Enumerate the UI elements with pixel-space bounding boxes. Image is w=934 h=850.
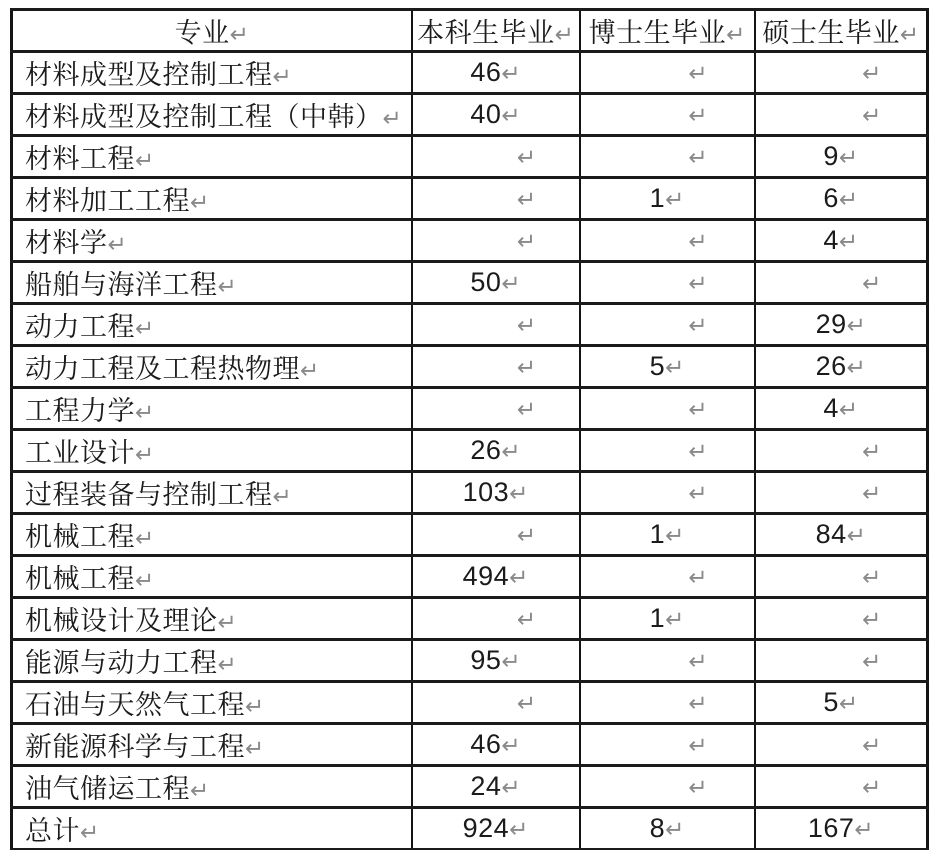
paragraph-mark-icon: ↵ — [665, 355, 685, 381]
undergrad-count-cell[interactable] — [412, 724, 580, 766]
table-body — [12, 52, 928, 850]
undergrad-count-cell[interactable] — [412, 808, 580, 850]
paragraph-mark-icon: ↵ — [665, 523, 685, 549]
paragraph-mark-icon: ↵ — [509, 565, 529, 591]
major-label: 总计 — [25, 816, 80, 846]
masters-count-cell[interactable] — [755, 430, 928, 472]
masters-count-cell[interactable] — [755, 808, 928, 850]
table-row — [12, 136, 928, 178]
paragraph-mark-icon: ↵ — [516, 397, 537, 423]
phd-count-cell[interactable] — [580, 52, 755, 94]
table-row — [12, 94, 928, 136]
undergrad-count-cell[interactable] — [412, 472, 580, 514]
major-cell[interactable] — [12, 430, 412, 472]
major-cell[interactable] — [12, 640, 412, 682]
count-value: 494 — [462, 561, 510, 591]
table-row — [12, 304, 928, 346]
paragraph-mark-icon: ↵ — [516, 187, 537, 213]
table-row — [12, 556, 928, 598]
paragraph-mark-icon: ↵ — [838, 145, 859, 171]
paragraph-mark-icon: ↵ — [516, 145, 537, 171]
undergrad-count-cell[interactable] — [412, 304, 580, 346]
paragraph-mark-icon: ↵ — [516, 355, 537, 381]
undergrad-count-cell[interactable] — [412, 514, 580, 556]
paragraph-mark-icon: ↵ — [245, 736, 265, 762]
count-value: 24 — [470, 771, 502, 801]
major-label: 机械工程 — [25, 522, 135, 552]
major-cell[interactable] — [12, 220, 412, 262]
major-label: 材料工程 — [25, 144, 135, 174]
column-header-masters[interactable] — [755, 10, 928, 52]
count-value: 26 — [470, 435, 502, 465]
major-cell[interactable] — [12, 136, 412, 178]
phd-count-cell[interactable] — [580, 346, 755, 388]
undergrad-count-cell[interactable] — [412, 178, 580, 220]
phd-count-cell[interactable] — [580, 598, 755, 640]
major-label: 材料加工工程 — [25, 186, 190, 216]
paragraph-mark-icon: ↵ — [688, 145, 708, 171]
paragraph-mark-icon: ↵ — [501, 775, 521, 801]
table-row — [12, 682, 928, 724]
paragraph-mark-icon: ↵ — [135, 526, 155, 552]
paragraph-mark-icon: ↵ — [501, 649, 521, 675]
paragraph-mark-icon: ↵ — [862, 61, 882, 87]
paragraph-mark-icon: ↵ — [726, 22, 746, 48]
paragraph-mark-icon: ↵ — [509, 481, 529, 507]
major-cell[interactable] — [12, 682, 412, 724]
phd-count-cell[interactable] — [580, 430, 755, 472]
major-label: 油气储运工程 — [25, 774, 190, 804]
paragraph-mark-icon: ↵ — [838, 187, 859, 213]
count-value: 9 — [823, 141, 839, 171]
table-row — [12, 514, 928, 556]
table-row — [12, 430, 928, 472]
paragraph-mark-icon: ↵ — [501, 271, 521, 297]
major-cell[interactable] — [12, 178, 412, 220]
masters-count-cell[interactable] — [755, 262, 928, 304]
paragraph-mark-icon: ↵ — [217, 652, 237, 678]
count-value: 1 — [649, 519, 666, 549]
masters-count-cell[interactable] — [755, 598, 928, 640]
paragraph-mark-icon: ↵ — [245, 694, 265, 720]
paragraph-mark-icon: ↵ — [665, 187, 685, 213]
phd-count-cell[interactable] — [580, 220, 755, 262]
paragraph-mark-icon: ↵ — [688, 229, 708, 255]
paragraph-mark-icon: ↵ — [554, 22, 574, 48]
column-header-label: 本科生毕业 — [417, 18, 555, 48]
count-value: 1 — [649, 603, 666, 633]
phd-count-cell[interactable] — [580, 388, 755, 430]
masters-count-cell[interactable] — [755, 304, 928, 346]
masters-count-cell[interactable] — [755, 640, 928, 682]
paragraph-mark-icon: ↵ — [688, 397, 708, 423]
count-value: 26 — [815, 351, 847, 381]
count-value: 924 — [462, 813, 510, 843]
paragraph-mark-icon: ↵ — [846, 355, 866, 381]
masters-count-cell[interactable] — [755, 94, 928, 136]
masters-count-cell[interactable] — [755, 766, 928, 808]
phd-count-cell[interactable] — [580, 514, 755, 556]
paragraph-mark-icon: ↵ — [135, 442, 155, 468]
column-header-phd[interactable] — [580, 10, 755, 52]
paragraph-mark-icon: ↵ — [862, 775, 882, 801]
undergrad-count-cell[interactable] — [412, 556, 580, 598]
count-value: 103 — [462, 477, 510, 507]
major-cell[interactable] — [12, 52, 412, 94]
count-value: 5 — [823, 687, 839, 717]
paragraph-mark-icon: ↵ — [688, 61, 708, 87]
major-cell[interactable] — [12, 724, 412, 766]
count-value: 46 — [470, 729, 502, 759]
column-header-label: 专业 — [174, 18, 230, 48]
paragraph-mark-icon: ↵ — [665, 607, 685, 633]
undergrad-count-cell[interactable] — [412, 262, 580, 304]
paragraph-mark-icon: ↵ — [688, 271, 708, 297]
major-label: 机械设计及理论 — [25, 606, 218, 636]
undergrad-count-cell[interactable] — [412, 52, 580, 94]
masters-count-cell[interactable] — [755, 388, 928, 430]
paragraph-mark-icon: ↵ — [688, 439, 708, 465]
count-value: 50 — [470, 267, 502, 297]
table-row — [12, 472, 928, 514]
paragraph-mark-icon: ↵ — [688, 733, 708, 759]
paragraph-mark-icon: ↵ — [688, 691, 708, 717]
major-cell[interactable] — [12, 556, 412, 598]
undergrad-count-cell[interactable] — [412, 766, 580, 808]
column-header-label: 博士生毕业 — [588, 18, 727, 48]
paragraph-mark-icon: ↵ — [501, 439, 521, 465]
major-label: 动力工程及工程热物理 — [25, 354, 300, 384]
paragraph-mark-icon: ↵ — [382, 106, 402, 132]
paragraph-mark-icon: ↵ — [217, 274, 237, 300]
table-row — [12, 640, 928, 682]
major-label: 能源与动力工程 — [25, 648, 218, 678]
table-row — [12, 52, 928, 94]
count-value: 29 — [815, 309, 847, 339]
header-row — [12, 10, 928, 52]
paragraph-mark-icon: ↵ — [862, 439, 882, 465]
paragraph-mark-icon: ↵ — [899, 22, 920, 48]
table-row — [12, 808, 928, 850]
table-row — [12, 220, 928, 262]
paragraph-mark-icon: ↵ — [688, 775, 708, 801]
column-header-label: 硕士生毕业 — [762, 18, 900, 48]
paragraph-mark-icon: ↵ — [838, 397, 859, 423]
major-label: 材料成型及控制工程（中韩） — [25, 102, 383, 132]
undergrad-count-cell[interactable] — [412, 388, 580, 430]
count-value: 5 — [649, 351, 666, 381]
paragraph-mark-icon: ↵ — [862, 607, 882, 633]
graduates-table — [10, 8, 929, 850]
paragraph-mark-icon: ↵ — [862, 103, 882, 129]
major-cell[interactable] — [12, 346, 412, 388]
phd-count-cell[interactable] — [580, 556, 755, 598]
major-label: 过程装备与控制工程 — [25, 480, 273, 510]
phd-count-cell[interactable] — [580, 304, 755, 346]
masters-count-cell[interactable] — [755, 136, 928, 178]
paragraph-mark-icon: ↵ — [854, 817, 874, 843]
major-label: 材料学 — [25, 228, 108, 258]
paragraph-mark-icon: ↵ — [665, 817, 685, 843]
paragraph-mark-icon: ↵ — [135, 400, 155, 426]
major-label: 材料成型及控制工程 — [25, 60, 273, 90]
table-row — [12, 724, 928, 766]
count-value: 167 — [807, 813, 855, 843]
paragraph-mark-icon: ↵ — [135, 148, 155, 174]
major-label: 新能源科学与工程 — [25, 732, 245, 762]
phd-count-cell[interactable] — [580, 808, 755, 850]
phd-count-cell[interactable] — [580, 94, 755, 136]
masters-count-cell[interactable] — [755, 220, 928, 262]
table-header — [12, 10, 928, 52]
paragraph-mark-icon: ↵ — [509, 817, 529, 843]
paragraph-mark-icon: ↵ — [272, 64, 292, 90]
major-cell[interactable] — [12, 304, 412, 346]
paragraph-mark-icon: ↵ — [516, 229, 537, 255]
paragraph-mark-icon: ↵ — [516, 607, 537, 633]
phd-count-cell[interactable] — [580, 472, 755, 514]
major-cell[interactable] — [12, 472, 412, 514]
masters-count-cell[interactable] — [755, 724, 928, 766]
count-value: 95 — [470, 645, 502, 675]
paragraph-mark-icon: ↵ — [846, 523, 866, 549]
count-value: 4 — [823, 225, 839, 255]
paragraph-mark-icon: ↵ — [272, 484, 292, 510]
masters-count-cell[interactable] — [755, 472, 928, 514]
paragraph-mark-icon: ↵ — [190, 778, 210, 804]
count-value: 1 — [649, 183, 666, 213]
paragraph-mark-icon: ↵ — [190, 190, 210, 216]
paragraph-mark-icon: ↵ — [516, 313, 537, 339]
column-header-major[interactable] — [12, 10, 412, 52]
major-cell[interactable] — [12, 94, 412, 136]
paragraph-mark-icon: ↵ — [135, 568, 155, 594]
paragraph-mark-icon: ↵ — [229, 22, 249, 48]
phd-count-cell[interactable] — [580, 766, 755, 808]
paragraph-mark-icon: ↵ — [846, 313, 866, 339]
major-cell[interactable] — [12, 766, 412, 808]
table-row — [12, 262, 928, 304]
paragraph-mark-icon: ↵ — [300, 358, 320, 384]
paragraph-mark-icon: ↵ — [107, 232, 127, 258]
major-cell[interactable] — [12, 262, 412, 304]
masters-count-cell[interactable] — [755, 682, 928, 724]
paragraph-mark-icon: ↵ — [862, 733, 882, 759]
undergrad-count-cell[interactable] — [412, 640, 580, 682]
paragraph-mark-icon: ↵ — [501, 733, 521, 759]
column-header-undergrad[interactable] — [412, 10, 580, 52]
count-value: 8 — [649, 813, 666, 843]
major-label: 机械工程 — [25, 564, 135, 594]
major-label: 工程力学 — [25, 396, 135, 426]
paragraph-mark-icon: ↵ — [516, 691, 537, 717]
major-label: 动力工程 — [25, 312, 135, 342]
paragraph-mark-icon: ↵ — [135, 316, 155, 342]
table-row — [12, 598, 928, 640]
phd-count-cell[interactable] — [580, 640, 755, 682]
major-cell[interactable] — [12, 514, 412, 556]
phd-count-cell[interactable] — [580, 178, 755, 220]
paragraph-mark-icon: ↵ — [516, 523, 537, 549]
count-value: 6 — [823, 183, 839, 213]
phd-count-cell[interactable] — [580, 724, 755, 766]
undergrad-count-cell[interactable] — [412, 430, 580, 472]
paragraph-mark-icon: ↵ — [688, 649, 708, 675]
paragraph-mark-icon: ↵ — [688, 313, 708, 339]
count-value: 40 — [470, 99, 502, 129]
undergrad-count-cell[interactable] — [412, 136, 580, 178]
paragraph-mark-icon: ↵ — [862, 565, 882, 591]
undergrad-count-cell[interactable] — [412, 346, 580, 388]
paragraph-mark-icon: ↵ — [862, 271, 882, 297]
count-value: 46 — [470, 57, 502, 87]
paragraph-mark-icon: ↵ — [80, 820, 100, 846]
undergrad-count-cell[interactable] — [412, 682, 580, 724]
masters-count-cell[interactable] — [755, 178, 928, 220]
masters-count-cell[interactable] — [755, 52, 928, 94]
phd-count-cell[interactable] — [580, 682, 755, 724]
table-row — [12, 346, 928, 388]
undergrad-count-cell[interactable] — [412, 94, 580, 136]
table-row — [12, 178, 928, 220]
undergrad-count-cell[interactable] — [412, 220, 580, 262]
major-label: 工业设计 — [25, 438, 135, 468]
count-value: 4 — [823, 393, 839, 423]
paragraph-mark-icon: ↵ — [838, 691, 859, 717]
paragraph-mark-icon: ↵ — [688, 103, 708, 129]
count-value: 84 — [815, 519, 847, 549]
masters-count-cell[interactable] — [755, 514, 928, 556]
undergrad-count-cell[interactable] — [412, 598, 580, 640]
masters-count-cell[interactable] — [755, 556, 928, 598]
major-cell[interactable] — [12, 808, 412, 850]
major-cell[interactable] — [12, 388, 412, 430]
paragraph-mark-icon: ↵ — [217, 610, 237, 636]
paragraph-mark-icon: ↵ — [501, 103, 521, 129]
phd-count-cell[interactable] — [580, 262, 755, 304]
paragraph-mark-icon: ↵ — [838, 229, 859, 255]
paragraph-mark-icon: ↵ — [862, 481, 882, 507]
table-row — [12, 766, 928, 808]
masters-count-cell[interactable] — [755, 346, 928, 388]
table-row — [12, 388, 928, 430]
paragraph-mark-icon: ↵ — [688, 565, 708, 591]
major-label: 石油与天然气工程 — [25, 690, 245, 720]
paragraph-mark-icon: ↵ — [688, 481, 708, 507]
paragraph-mark-icon: ↵ — [862, 649, 882, 675]
major-label: 船舶与海洋工程 — [25, 270, 218, 300]
phd-count-cell[interactable] — [580, 136, 755, 178]
paragraph-mark-icon: ↵ — [501, 61, 521, 87]
major-cell[interactable] — [12, 598, 412, 640]
